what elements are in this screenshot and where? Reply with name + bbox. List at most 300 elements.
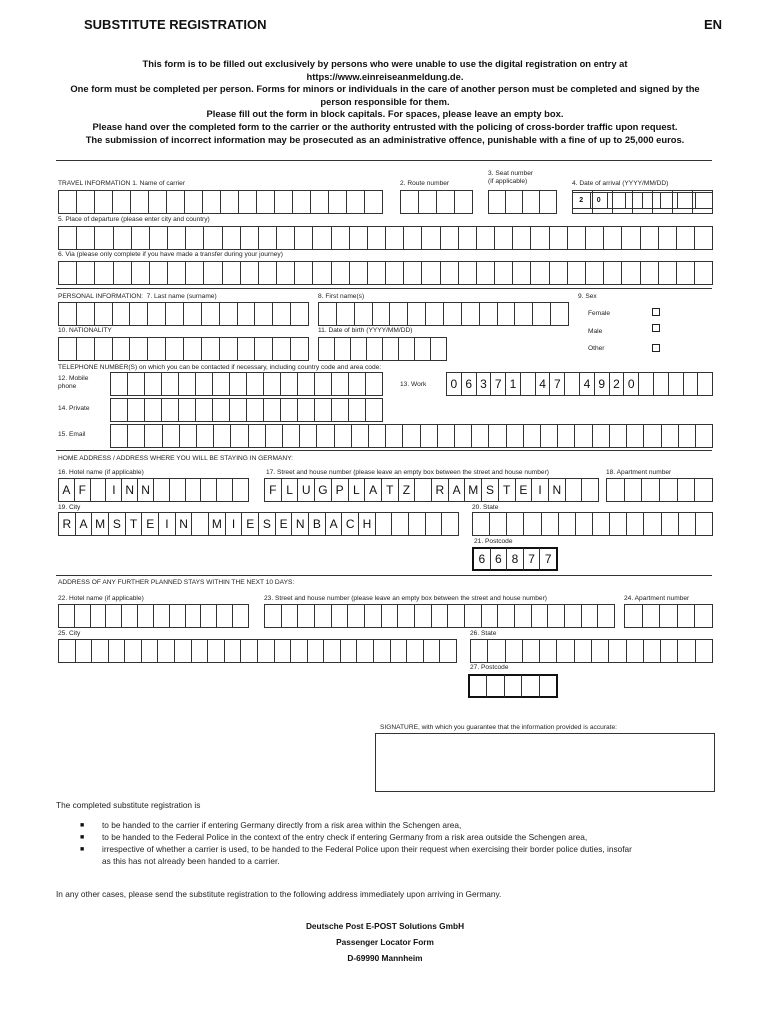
char-box[interactable]: 3 bbox=[477, 372, 492, 396]
char-box[interactable] bbox=[202, 302, 220, 326]
char-box[interactable] bbox=[196, 372, 213, 396]
char-box[interactable] bbox=[128, 424, 145, 448]
char-box[interactable]: 4 bbox=[536, 372, 551, 396]
further-city-field[interactable] bbox=[58, 639, 457, 663]
char-box[interactable] bbox=[515, 604, 532, 628]
char-box[interactable] bbox=[255, 337, 273, 361]
char-box[interactable] bbox=[432, 604, 449, 628]
char-box[interactable] bbox=[148, 337, 166, 361]
char-box[interactable] bbox=[281, 372, 298, 396]
char-box[interactable] bbox=[696, 424, 713, 448]
char-box[interactable] bbox=[644, 639, 661, 663]
char-box[interactable]: 0 bbox=[447, 372, 462, 396]
char-box[interactable] bbox=[642, 478, 660, 502]
char-box[interactable] bbox=[59, 639, 76, 663]
char-box[interactable] bbox=[604, 226, 622, 250]
char-box[interactable] bbox=[431, 337, 447, 361]
char-box[interactable] bbox=[438, 424, 455, 448]
work-phone-field[interactable] bbox=[446, 372, 713, 396]
state-field[interactable] bbox=[472, 512, 713, 536]
char-box[interactable] bbox=[217, 478, 233, 502]
char-box[interactable]: A bbox=[76, 512, 93, 536]
char-box[interactable] bbox=[426, 512, 443, 536]
char-box[interactable]: E bbox=[516, 478, 533, 502]
char-box[interactable] bbox=[366, 372, 383, 396]
char-box[interactable]: T bbox=[382, 478, 399, 502]
char-box[interactable] bbox=[559, 512, 576, 536]
char-box[interactable] bbox=[662, 424, 679, 448]
char-box[interactable] bbox=[295, 226, 313, 250]
char-box[interactable]: I bbox=[106, 478, 122, 502]
char-box[interactable] bbox=[386, 424, 403, 448]
char-box[interactable]: T bbox=[126, 512, 143, 536]
char-box[interactable] bbox=[659, 226, 677, 250]
char-box[interactable] bbox=[568, 261, 586, 285]
char-box[interactable] bbox=[352, 424, 369, 448]
char-box[interactable]: 6 bbox=[491, 547, 508, 571]
char-box[interactable] bbox=[662, 512, 679, 536]
char-box[interactable] bbox=[158, 639, 175, 663]
char-box[interactable] bbox=[223, 261, 241, 285]
seat-number-field[interactable] bbox=[488, 190, 557, 214]
char-box[interactable]: I bbox=[226, 512, 243, 536]
char-box[interactable] bbox=[128, 372, 145, 396]
char-box[interactable] bbox=[462, 302, 480, 326]
char-box[interactable] bbox=[507, 512, 524, 536]
char-box[interactable] bbox=[565, 372, 580, 396]
char-box[interactable] bbox=[145, 424, 162, 448]
dob-field[interactable] bbox=[318, 337, 447, 361]
char-box[interactable] bbox=[593, 424, 610, 448]
char-box[interactable] bbox=[350, 261, 368, 285]
char-box[interactable]: 6 bbox=[474, 547, 491, 571]
char-box[interactable]: 7 bbox=[491, 372, 506, 396]
char-box[interactable] bbox=[221, 190, 239, 214]
char-box[interactable] bbox=[490, 512, 507, 536]
char-box[interactable] bbox=[524, 512, 541, 536]
char-box[interactable] bbox=[59, 337, 77, 361]
char-box[interactable]: A bbox=[365, 478, 382, 502]
char-box[interactable] bbox=[59, 226, 77, 250]
char-box[interactable] bbox=[142, 639, 159, 663]
char-box[interactable] bbox=[355, 302, 373, 326]
char-box[interactable] bbox=[77, 337, 95, 361]
char-box[interactable] bbox=[168, 261, 186, 285]
char-box[interactable] bbox=[59, 190, 77, 214]
char-box[interactable] bbox=[337, 302, 355, 326]
char-box[interactable] bbox=[332, 372, 349, 396]
char-box[interactable]: N bbox=[138, 478, 154, 502]
further-state-field[interactable] bbox=[470, 639, 713, 663]
apartment-field[interactable] bbox=[606, 478, 713, 502]
carrier-field[interactable] bbox=[58, 190, 383, 214]
char-box[interactable] bbox=[586, 261, 604, 285]
char-box[interactable] bbox=[415, 478, 432, 502]
char-box[interactable]: N bbox=[549, 478, 566, 502]
char-box[interactable] bbox=[398, 604, 415, 628]
char-box[interactable] bbox=[473, 512, 490, 536]
char-box[interactable] bbox=[233, 604, 249, 628]
char-box[interactable] bbox=[163, 424, 180, 448]
char-box[interactable] bbox=[582, 604, 599, 628]
char-box[interactable] bbox=[551, 302, 569, 326]
char-box[interactable] bbox=[495, 261, 513, 285]
char-box[interactable]: L bbox=[349, 478, 366, 502]
char-box[interactable] bbox=[214, 424, 231, 448]
char-box[interactable]: 2 bbox=[610, 372, 625, 396]
char-box[interactable] bbox=[661, 639, 678, 663]
char-box[interactable] bbox=[247, 372, 264, 396]
char-box[interactable] bbox=[641, 261, 659, 285]
char-box[interactable] bbox=[145, 398, 162, 422]
char-box[interactable] bbox=[162, 372, 179, 396]
char-box[interactable] bbox=[128, 398, 145, 422]
char-box[interactable] bbox=[592, 639, 609, 663]
char-box[interactable]: 8 bbox=[507, 547, 524, 571]
further-postcode-field[interactable] bbox=[468, 674, 558, 698]
char-box[interactable] bbox=[654, 372, 669, 396]
last-name-field[interactable] bbox=[58, 302, 309, 326]
char-box[interactable]: 1 bbox=[506, 372, 521, 396]
char-box[interactable] bbox=[677, 261, 695, 285]
char-box[interactable] bbox=[168, 226, 186, 250]
char-box[interactable] bbox=[223, 226, 241, 250]
char-box[interactable] bbox=[59, 604, 75, 628]
male-checkbox[interactable] bbox=[652, 324, 660, 332]
char-box[interactable] bbox=[498, 302, 516, 326]
char-box[interactable] bbox=[459, 226, 477, 250]
char-box[interactable] bbox=[472, 424, 489, 448]
char-box[interactable] bbox=[678, 478, 696, 502]
char-box[interactable] bbox=[540, 674, 558, 698]
char-box[interactable] bbox=[95, 190, 113, 214]
char-box[interactable] bbox=[213, 398, 230, 422]
char-box[interactable] bbox=[77, 226, 95, 250]
char-box[interactable] bbox=[403, 424, 420, 448]
char-box[interactable] bbox=[184, 337, 202, 361]
char-box[interactable] bbox=[313, 226, 331, 250]
char-box[interactable] bbox=[332, 226, 350, 250]
via-field[interactable] bbox=[58, 261, 713, 285]
char-box[interactable] bbox=[366, 398, 383, 422]
private-phone-field[interactable] bbox=[110, 398, 383, 422]
char-box[interactable] bbox=[576, 512, 593, 536]
char-box[interactable] bbox=[661, 192, 679, 209]
char-box[interactable] bbox=[111, 398, 128, 422]
char-box[interactable] bbox=[386, 226, 404, 250]
char-box[interactable] bbox=[95, 226, 113, 250]
char-box[interactable] bbox=[523, 190, 540, 214]
char-box[interactable] bbox=[106, 604, 122, 628]
char-box[interactable] bbox=[441, 261, 459, 285]
char-box[interactable] bbox=[695, 604, 713, 628]
char-box[interactable] bbox=[365, 190, 383, 214]
char-box[interactable] bbox=[488, 639, 505, 663]
char-box[interactable] bbox=[213, 372, 230, 396]
char-box[interactable]: E bbox=[276, 512, 293, 536]
char-box[interactable] bbox=[220, 337, 238, 361]
char-box[interactable]: P bbox=[332, 478, 349, 502]
char-box[interactable] bbox=[495, 226, 513, 250]
char-box[interactable] bbox=[179, 372, 196, 396]
char-box[interactable] bbox=[315, 398, 332, 422]
char-box[interactable] bbox=[487, 674, 504, 698]
char-box[interactable] bbox=[77, 302, 95, 326]
char-box[interactable] bbox=[426, 302, 444, 326]
char-box[interactable] bbox=[255, 302, 273, 326]
char-box[interactable] bbox=[625, 478, 643, 502]
char-box[interactable] bbox=[247, 398, 264, 422]
char-box[interactable] bbox=[273, 302, 291, 326]
char-box[interactable] bbox=[444, 302, 462, 326]
char-box[interactable]: Z bbox=[399, 478, 416, 502]
char-box[interactable] bbox=[167, 190, 185, 214]
char-box[interactable] bbox=[531, 226, 549, 250]
further-apartment-field[interactable] bbox=[624, 604, 713, 628]
char-box[interactable]: R bbox=[59, 512, 76, 536]
char-box[interactable] bbox=[125, 639, 142, 663]
char-box[interactable] bbox=[367, 337, 383, 361]
char-box[interactable] bbox=[122, 604, 138, 628]
char-box[interactable] bbox=[265, 604, 282, 628]
char-box[interactable] bbox=[610, 512, 627, 536]
char-box[interactable] bbox=[421, 424, 438, 448]
char-box[interactable] bbox=[392, 512, 409, 536]
char-box[interactable] bbox=[669, 372, 684, 396]
char-box[interactable] bbox=[660, 604, 678, 628]
char-box[interactable]: S bbox=[259, 512, 276, 536]
char-box[interactable] bbox=[180, 424, 197, 448]
char-box[interactable]: 6 bbox=[462, 372, 477, 396]
char-box[interactable] bbox=[610, 424, 627, 448]
char-box[interactable] bbox=[643, 604, 661, 628]
further-street-field[interactable] bbox=[264, 604, 615, 628]
char-box[interactable] bbox=[541, 424, 558, 448]
char-box[interactable] bbox=[332, 604, 349, 628]
char-box[interactable]: 7 bbox=[524, 547, 541, 571]
char-box[interactable] bbox=[204, 226, 222, 250]
char-box[interactable] bbox=[241, 261, 259, 285]
char-box[interactable] bbox=[170, 478, 186, 502]
char-box[interactable] bbox=[506, 190, 523, 214]
char-box[interactable] bbox=[217, 604, 233, 628]
char-box[interactable] bbox=[696, 512, 713, 536]
char-box[interactable] bbox=[201, 478, 217, 502]
char-box[interactable] bbox=[368, 261, 386, 285]
char-box[interactable] bbox=[593, 512, 610, 536]
char-box[interactable] bbox=[319, 302, 337, 326]
char-box[interactable] bbox=[266, 424, 283, 448]
char-box[interactable] bbox=[130, 337, 148, 361]
char-box[interactable] bbox=[132, 261, 150, 285]
char-box[interactable] bbox=[684, 372, 699, 396]
char-box[interactable]: M bbox=[465, 478, 482, 502]
char-box[interactable] bbox=[424, 639, 441, 663]
char-box[interactable] bbox=[109, 639, 126, 663]
char-box[interactable] bbox=[507, 424, 524, 448]
char-box[interactable] bbox=[335, 424, 352, 448]
departure-field[interactable] bbox=[58, 226, 713, 250]
char-box[interactable] bbox=[644, 424, 661, 448]
char-box[interactable] bbox=[259, 261, 277, 285]
char-box[interactable]: 7 bbox=[540, 547, 558, 571]
mobile-phone-field[interactable] bbox=[110, 372, 383, 396]
char-box[interactable] bbox=[225, 639, 242, 663]
char-box[interactable] bbox=[459, 261, 477, 285]
char-box[interactable]: 4 bbox=[580, 372, 595, 396]
char-box[interactable]: N bbox=[176, 512, 193, 536]
char-box[interactable] bbox=[498, 604, 515, 628]
char-box[interactable] bbox=[185, 190, 203, 214]
char-box[interactable] bbox=[95, 302, 113, 326]
char-box[interactable] bbox=[298, 398, 315, 422]
char-box[interactable] bbox=[95, 261, 113, 285]
char-box[interactable] bbox=[695, 261, 713, 285]
char-box[interactable] bbox=[329, 190, 347, 214]
char-box[interactable] bbox=[521, 372, 536, 396]
char-box[interactable] bbox=[678, 192, 696, 209]
char-box[interactable] bbox=[308, 639, 325, 663]
char-box[interactable] bbox=[131, 190, 149, 214]
char-box[interactable] bbox=[149, 190, 167, 214]
char-box[interactable] bbox=[201, 604, 217, 628]
char-box[interactable] bbox=[166, 337, 184, 361]
char-box[interactable] bbox=[401, 190, 419, 214]
char-box[interactable] bbox=[150, 226, 168, 250]
char-box[interactable] bbox=[258, 639, 275, 663]
char-box[interactable] bbox=[59, 302, 77, 326]
char-box[interactable] bbox=[264, 398, 281, 422]
char-box[interactable] bbox=[565, 604, 582, 628]
char-box[interactable] bbox=[505, 674, 522, 698]
char-box[interactable] bbox=[440, 639, 457, 663]
char-box[interactable] bbox=[465, 604, 482, 628]
char-box[interactable] bbox=[341, 639, 358, 663]
char-box[interactable] bbox=[374, 639, 391, 663]
char-box[interactable] bbox=[154, 478, 170, 502]
char-box[interactable] bbox=[91, 478, 107, 502]
char-box[interactable]: L bbox=[282, 478, 299, 502]
char-box[interactable] bbox=[622, 226, 640, 250]
char-box[interactable] bbox=[192, 512, 209, 536]
char-box[interactable] bbox=[678, 639, 695, 663]
char-box[interactable] bbox=[113, 302, 131, 326]
char-box[interactable]: E bbox=[242, 512, 259, 536]
char-box[interactable] bbox=[566, 478, 583, 502]
char-box[interactable] bbox=[408, 302, 426, 326]
char-box[interactable] bbox=[239, 190, 257, 214]
char-box[interactable] bbox=[522, 674, 539, 698]
char-box[interactable] bbox=[291, 639, 308, 663]
char-box[interactable] bbox=[319, 337, 335, 361]
char-box[interactable] bbox=[376, 512, 393, 536]
char-box[interactable] bbox=[627, 424, 644, 448]
char-box[interactable] bbox=[192, 639, 209, 663]
char-box[interactable] bbox=[277, 226, 295, 250]
char-box[interactable]: N bbox=[292, 512, 309, 536]
email-field[interactable] bbox=[110, 424, 713, 448]
char-box[interactable] bbox=[437, 190, 455, 214]
char-box[interactable] bbox=[696, 639, 713, 663]
char-box[interactable] bbox=[604, 261, 622, 285]
char-box[interactable] bbox=[678, 604, 696, 628]
char-box[interactable] bbox=[95, 337, 113, 361]
char-box[interactable] bbox=[533, 302, 551, 326]
char-box[interactable]: B bbox=[309, 512, 326, 536]
char-box[interactable] bbox=[625, 604, 643, 628]
char-box[interactable] bbox=[162, 398, 179, 422]
char-box[interactable] bbox=[59, 261, 77, 285]
char-box[interactable] bbox=[542, 512, 559, 536]
char-box[interactable] bbox=[92, 639, 109, 663]
char-box[interactable] bbox=[132, 226, 150, 250]
char-box[interactable]: A bbox=[59, 478, 75, 502]
char-box[interactable] bbox=[415, 337, 431, 361]
char-box[interactable] bbox=[186, 604, 202, 628]
char-box[interactable] bbox=[175, 639, 192, 663]
char-box[interactable] bbox=[407, 639, 424, 663]
char-box[interactable] bbox=[386, 261, 404, 285]
char-box[interactable] bbox=[283, 424, 300, 448]
char-box[interactable] bbox=[315, 604, 332, 628]
char-box[interactable] bbox=[404, 261, 422, 285]
char-box[interactable] bbox=[257, 190, 275, 214]
char-box[interactable] bbox=[197, 424, 214, 448]
char-box[interactable] bbox=[349, 372, 366, 396]
char-box[interactable] bbox=[695, 478, 713, 502]
char-box[interactable] bbox=[315, 372, 332, 396]
char-box[interactable] bbox=[506, 639, 523, 663]
char-box[interactable]: S bbox=[482, 478, 499, 502]
char-box[interactable] bbox=[582, 478, 599, 502]
char-box[interactable]: H bbox=[359, 512, 376, 536]
char-box[interactable] bbox=[608, 192, 626, 209]
char-box[interactable]: N bbox=[122, 478, 138, 502]
char-box[interactable] bbox=[626, 192, 644, 209]
char-box[interactable]: 9 bbox=[595, 372, 610, 396]
char-box[interactable] bbox=[643, 192, 661, 209]
char-box[interactable]: S bbox=[109, 512, 126, 536]
char-box[interactable] bbox=[220, 302, 238, 326]
char-box[interactable] bbox=[639, 372, 654, 396]
char-box[interactable] bbox=[399, 337, 415, 361]
char-box[interactable] bbox=[455, 190, 473, 214]
char-box[interactable] bbox=[455, 424, 472, 448]
char-box[interactable] bbox=[383, 337, 399, 361]
char-box[interactable] bbox=[298, 372, 315, 396]
char-box[interactable] bbox=[291, 302, 309, 326]
char-box[interactable]: M bbox=[92, 512, 109, 536]
char-box[interactable]: U bbox=[298, 478, 315, 502]
char-box[interactable] bbox=[350, 226, 368, 250]
char-box[interactable] bbox=[586, 226, 604, 250]
char-box[interactable] bbox=[241, 226, 259, 250]
char-box[interactable] bbox=[575, 639, 592, 663]
char-box[interactable] bbox=[644, 512, 661, 536]
char-box[interactable] bbox=[179, 398, 196, 422]
char-box[interactable]: E bbox=[142, 512, 159, 536]
char-box[interactable] bbox=[186, 261, 204, 285]
hotel-name-field[interactable] bbox=[58, 478, 249, 502]
char-box[interactable] bbox=[679, 512, 696, 536]
char-box[interactable] bbox=[77, 261, 95, 285]
char-box[interactable] bbox=[540, 190, 557, 214]
char-box[interactable] bbox=[489, 424, 506, 448]
char-box[interactable] bbox=[471, 639, 488, 663]
char-box[interactable] bbox=[382, 604, 399, 628]
char-box[interactable] bbox=[695, 226, 713, 250]
char-box[interactable] bbox=[77, 190, 95, 214]
